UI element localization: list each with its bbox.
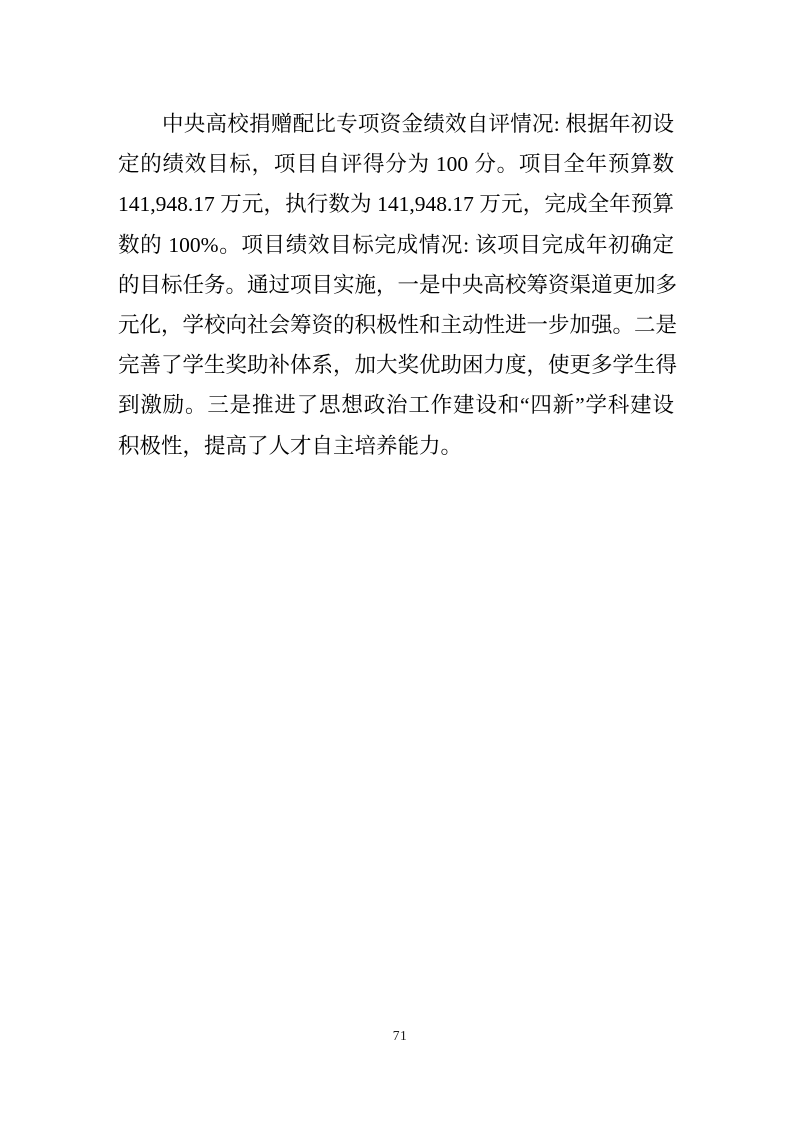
body-paragraph xyxy=(118,104,678,466)
paragraph-line: 元化，学校向社会筹资的积极性和主动性进一步加强。二是 xyxy=(118,312,678,337)
paragraph-line: 到激励。三是推进了思想政治工作建设和“四新”学科建设 xyxy=(118,393,674,418)
paragraph-line: 141,948.17 万元，执行数为 141,948.17 万元，完成全年预算 xyxy=(118,192,674,217)
paragraph-line: 的目标任务。通过项目实施，一是中央高校筹资渠道更加多 xyxy=(118,272,678,297)
paragraph-line: 数的 100%。项目绩效目标完成情况: 该项目完成年初确定 xyxy=(118,232,674,257)
paragraph-line: 定的绩效目标，项目自评得分为 100 分。项目全年预算数 xyxy=(118,152,674,177)
page-number: 71 xyxy=(392,1028,408,1043)
page-footer xyxy=(0,1027,800,1045)
paragraph-line: 积极性，提高了人才自主培养能力。 xyxy=(118,433,463,458)
paragraph-line: 中央高校捐赠配比专项资金绩效自评情况: 根据年初设 xyxy=(162,112,674,136)
paragraph-line: 完善了学生奖助补体系，加大奖优助困力度，使更多学生得 xyxy=(118,353,678,378)
